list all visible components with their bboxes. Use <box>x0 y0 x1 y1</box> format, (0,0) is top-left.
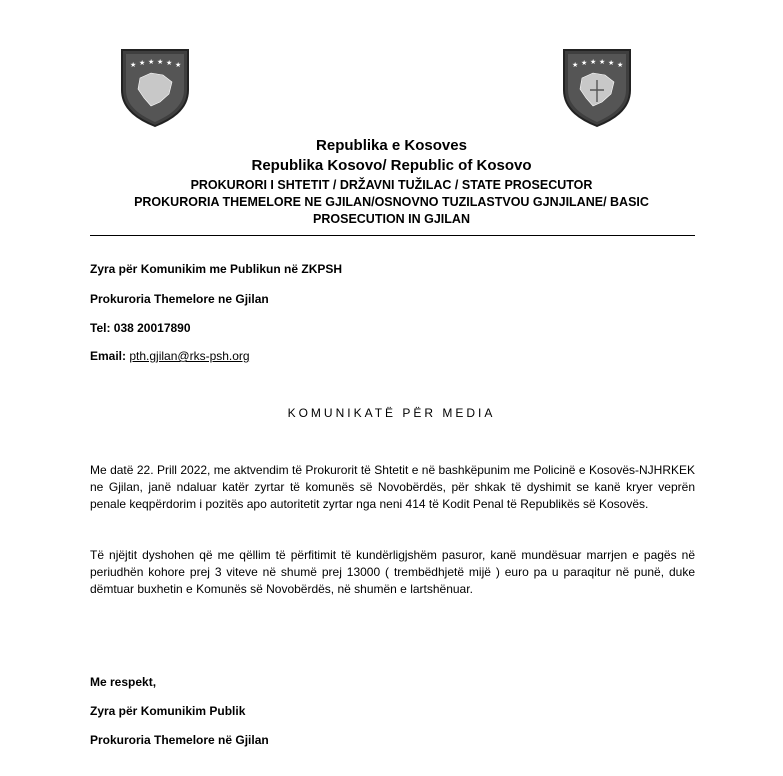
email-link[interactable]: pth.gjilan@rks-psh.org <box>129 349 250 363</box>
closing-office: Zyra për Komunikim Publik <box>90 704 246 718</box>
header-state-prosecutor: PROKURORI I SHTETIT / DRŽAVNI TUŽILAC / STATE PROSECUTOR <box>190 178 593 192</box>
body-paragraph-2: Të njëjtit dyshohen që me qëllim të përfitimit të kundërligjshëm pasuror, kanë mundësuar marrjen e pagës në periudhën kohore prej 3 viteve në shumë prej 13000 ( trembëdhjetë mijë ) euro pa u paraqitur në punë, duke dëmtuar buxhetin e Komunës së Novobërdës, në shumën e lartshënuar. <box>90 548 695 596</box>
document-header <box>0 136 783 228</box>
svg-text:★: ★ <box>608 59 615 67</box>
contact-email <box>90 349 250 363</box>
document-title: KOMUNIKATË PËR MEDIA <box>287 406 496 420</box>
svg-text:★: ★ <box>599 58 606 66</box>
header-divider <box>90 235 695 236</box>
closing-regards: Me respekt, <box>90 675 157 689</box>
svg-text:★: ★ <box>572 61 579 69</box>
svg-text:★: ★ <box>139 59 146 67</box>
kosovo-coat-of-arms-icon <box>560 46 634 128</box>
contact-organization: Prokuroria Themelore ne Gjilan <box>90 292 269 306</box>
header-basic-prosecution: PROKURORIA THEMELORE NE GJILAN/OSNOVNO TUZILASTVOU GJNJILANE/ BASIC PROSECUTION IN GJILAN <box>134 195 649 226</box>
kosovo-coat-of-arms-icon <box>118 46 192 128</box>
email-label: Email: <box>90 349 130 363</box>
svg-text:★: ★ <box>130 61 137 69</box>
closing-organization: Prokuroria Themelore në Gjilan <box>90 733 269 747</box>
header-country-serbian-english: Republika Kosovo/ Republic of Kosovo <box>251 157 532 174</box>
svg-text:★: ★ <box>157 58 164 66</box>
body-paragraph-1: Me datë 22. Prill 2022, me aktvendim të Prokurorit të Shtetit e në bashkëpunim me Policinë e Kosovës-NJHRKEK ne Gjilan, janë ndaluar katër zyrtar të komunës së Novobërdës, për shkak të dyshimit se kanë kryer veprën penale keqpërdorim i pozitës apo autoritetit zyrtar nga neni 414 të Kodit Penal të Republikës së Kosovës. <box>90 463 695 511</box>
svg-text:★: ★ <box>590 58 597 66</box>
svg-text:★: ★ <box>175 61 182 69</box>
svg-text:★: ★ <box>166 59 173 67</box>
header-country-albanian: Republika e Kosoves <box>316 137 467 154</box>
svg-text:★: ★ <box>617 61 624 69</box>
svg-text:★: ★ <box>581 59 588 67</box>
contact-office: Zyra për Komunikim me Publikun në ZKPSH <box>90 262 343 276</box>
contact-telephone: Tel: 038 20017890 <box>90 321 191 335</box>
svg-text:★: ★ <box>148 58 155 66</box>
